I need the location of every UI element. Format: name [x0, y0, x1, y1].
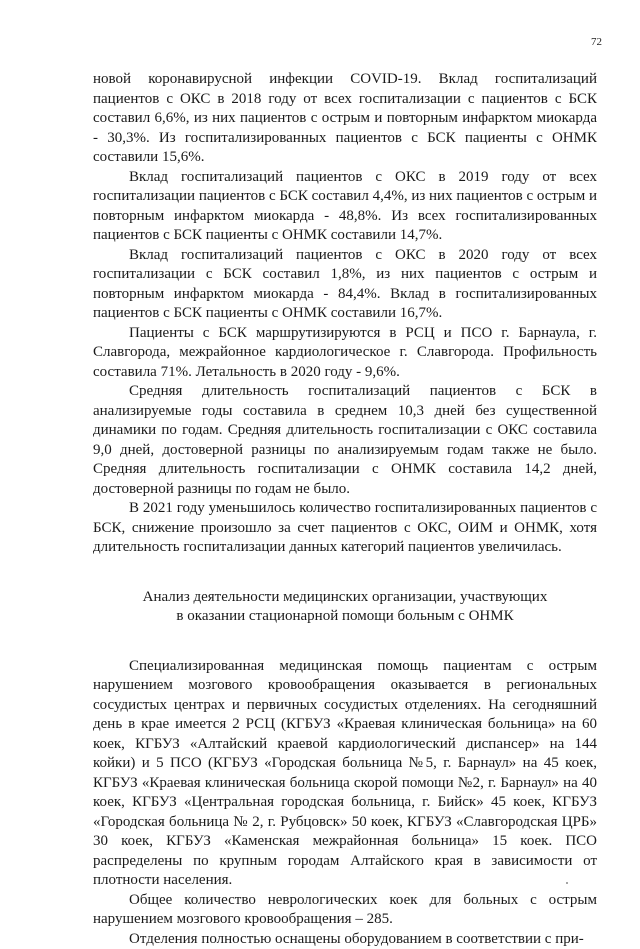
paragraph-covid-2018: новой коронавирусной инфекции COVID-19. Вклад госпитализаций пациентов с ОКС в 2018 году от всех госпитализации с пациентов с БСК составил 6,6%, из них пациентов с острым и повторным инфарктом миокарда - 30,3%. Из госпитализированных пациентов с БСК пациенты с ОНМК составили 15,6%.	[93, 70, 597, 168]
paragraph-specialized-care: Специализированная медицинская помощь пациентам с острым нарушением мозгового кровообращения оказывается в региональных сосудистых центрах и первичных сосудистых отделениях. На сегодняшний день в крае имеется 2 РСЦ (КГБУЗ «Краевая клиническая больница» на 60 коек, КГБУЗ «Алтайский краевой кардиологический диспансер» на 144 койки) и 5 ПСО (КГБУЗ «Городская больница №5, г. Барнаул» на 45 коек, КГБУЗ «Краевая клиническая больница скорой помощи №2, г. Барнаул» на 40 коек, КГБУЗ «Центральная городская больница, г. Бийск» 45 коек, КГБУЗ «Городская больница № 2, г. Рубцовск» 50 коек, КГБУЗ «Славгородская ЦРБ» 30 коек, КГБУЗ «Каменская межрайонная больница» 15 коек. ПСО распределены по крупным городам Алтайского края в зависимости от плотности населения.	[93, 657, 597, 891]
paragraph-2021: В 2021 году уменьшилось количество госпитализированных пациентов с БСК, снижение произошло за счет пациентов с ОКС, ОИМ и ОНМК, хотя длительность госпитализации данных категорий пациентов увеличилась.	[93, 499, 597, 558]
page-number: 72	[591, 36, 602, 48]
paragraph-routing: Пациенты с БСК маршрутизируются в РСЦ и ПСО г. Барнаула, г. Славгорода, межрайонное кардиологическое г. Славгорода. Профильность составила 71%. Летальность в 2020 году - 9,6%.	[93, 324, 597, 383]
document-body	[93, 70, 597, 949]
paragraph-bed-count: Общее количество неврологических коек для больных с острым нарушением мозгового кровообращения – 285.	[93, 891, 597, 930]
section-heading	[93, 588, 597, 627]
paragraph-equipment: Отделения полностью оснащены оборудованием в соответствии с при-	[93, 930, 597, 949]
paragraph-duration: Средняя длительность госпитализаций пациентов с БСК в анализируемые годы составила в среднем 10,3 дней без существенной динамики по годам. Средняя длительность госпитализации с ОКС составила 9,0 дней, достоверной разницы по анализируемым годам также не было. Средняя длительность госпитализации с ОНМК составила 14,2 дней, достоверной разницы по годам не было.	[93, 382, 597, 499]
section-heading-line-2: в оказании стационарной помощи больным с ОНМК	[93, 607, 597, 627]
paragraph-2019: Вклад госпитализаций пациентов с ОКС в 2019 году от всех госпитализации пациентов с БСК составил 4,4%, из них пациентов с острым и повторным инфарктом миокарда - 48,8%. Из всех госпитализированных пациентов с БСК пациенты с ОНМК составили 14,7%.	[93, 168, 597, 246]
section-heading-line-1: Анализ деятельности медицинских организации, участвующих	[93, 588, 597, 608]
paragraph-2020: Вклад госпитализаций пациентов с ОКС в 2020 году от всех госпитализации с БСК составил 1,8%, из них пациентов с острым и повторным инфарктом миокарда - 84,4%. Вклад в госпитализированных пациентов с БСК пациенты с ОНМК составили 16,7%.	[93, 246, 597, 324]
scan-speck	[566, 882, 568, 884]
